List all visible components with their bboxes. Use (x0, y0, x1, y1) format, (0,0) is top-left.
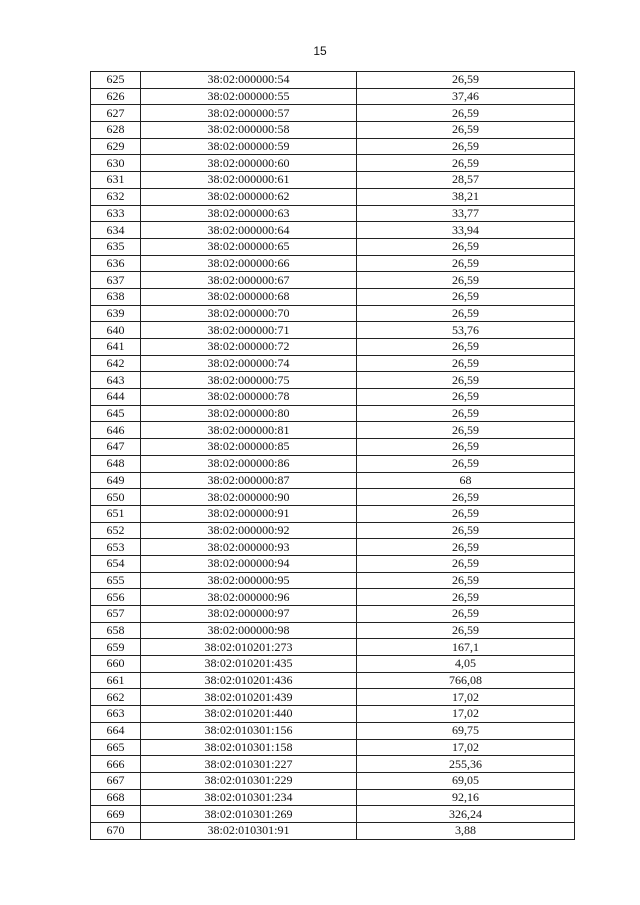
row-number-cell: 649 (91, 472, 141, 489)
value-cell: 26,59 (357, 606, 575, 623)
table-row (91, 322, 575, 339)
cadastral-number-cell: 38:02:010201:436 (141, 672, 357, 689)
row-number-cell: 659 (91, 639, 141, 656)
table-row (91, 656, 575, 673)
table-row (91, 572, 575, 589)
row-number-cell: 651 (91, 505, 141, 522)
table-row (91, 272, 575, 289)
cadastral-number-cell: 38:02:000000:72 (141, 339, 357, 356)
cadastral-number-cell: 38:02:000000:71 (141, 322, 357, 339)
value-cell: 28,57 (357, 172, 575, 189)
table-row (91, 72, 575, 89)
cadastral-number-cell: 38:02:000000:70 (141, 305, 357, 322)
row-number-cell: 670 (91, 822, 141, 839)
table-row (91, 555, 575, 572)
table-row (91, 339, 575, 356)
row-number-cell: 630 (91, 155, 141, 172)
cadastral-number-cell: 38:02:000000:95 (141, 572, 357, 589)
table-row (91, 288, 575, 305)
row-number-cell: 662 (91, 689, 141, 706)
cadastral-number-cell: 38:02:000000:98 (141, 622, 357, 639)
value-cell: 26,59 (357, 505, 575, 522)
value-cell: 26,59 (357, 405, 575, 422)
table-row (91, 789, 575, 806)
value-cell: 26,59 (357, 572, 575, 589)
value-cell: 17,02 (357, 739, 575, 756)
cadastral-number-cell: 38:02:010201:440 (141, 706, 357, 723)
value-cell: 17,02 (357, 706, 575, 723)
table-row (91, 606, 575, 623)
table-row (91, 138, 575, 155)
cadastral-number-cell: 38:02:000000:92 (141, 522, 357, 539)
row-number-cell: 634 (91, 222, 141, 239)
value-cell: 92,16 (357, 789, 575, 806)
value-cell: 3,88 (357, 822, 575, 839)
value-cell: 26,59 (357, 339, 575, 356)
cadastral-number-cell: 38:02:000000:75 (141, 372, 357, 389)
cadastral-number-cell: 38:02:000000:78 (141, 389, 357, 406)
row-number-cell: 658 (91, 622, 141, 639)
value-cell: 4,05 (357, 656, 575, 673)
row-number-cell: 660 (91, 656, 141, 673)
row-number-cell: 636 (91, 255, 141, 272)
row-number-cell: 654 (91, 555, 141, 572)
table-row (91, 172, 575, 189)
table-row (91, 439, 575, 456)
row-number-cell: 628 (91, 122, 141, 139)
value-cell: 37,46 (357, 88, 575, 105)
value-cell: 68 (357, 472, 575, 489)
row-number-cell: 640 (91, 322, 141, 339)
cadastral-number-cell: 38:02:000000:59 (141, 138, 357, 155)
cadastral-number-cell: 38:02:000000:94 (141, 555, 357, 572)
row-number-cell: 648 (91, 455, 141, 472)
table-row (91, 489, 575, 506)
value-cell: 26,59 (357, 622, 575, 639)
row-number-cell: 644 (91, 389, 141, 406)
row-number-cell: 639 (91, 305, 141, 322)
value-cell: 26,59 (357, 122, 575, 139)
value-cell: 26,59 (357, 455, 575, 472)
row-number-cell: 664 (91, 722, 141, 739)
table-row (91, 639, 575, 656)
row-number-cell: 647 (91, 439, 141, 456)
cadastral-number-cell: 38:02:000000:66 (141, 255, 357, 272)
value-cell: 26,59 (357, 422, 575, 439)
table-row (91, 238, 575, 255)
cadastral-number-cell: 38:02:000000:64 (141, 222, 357, 239)
cadastral-number-cell: 38:02:000000:91 (141, 505, 357, 522)
row-number-cell: 643 (91, 372, 141, 389)
value-cell: 17,02 (357, 689, 575, 706)
value-cell: 26,59 (357, 72, 575, 89)
row-number-cell: 655 (91, 572, 141, 589)
value-cell: 26,59 (357, 272, 575, 289)
row-number-cell: 665 (91, 739, 141, 756)
table-row (91, 806, 575, 823)
table-row (91, 522, 575, 539)
row-number-cell: 657 (91, 606, 141, 623)
table-row (91, 355, 575, 372)
table-row (91, 472, 575, 489)
value-cell: 26,59 (357, 138, 575, 155)
row-number-cell: 645 (91, 405, 141, 422)
data-table (90, 71, 575, 840)
table-row (91, 188, 575, 205)
cadastral-number-cell: 38:02:000000:67 (141, 272, 357, 289)
cadastral-number-cell: 38:02:000000:87 (141, 472, 357, 489)
cadastral-number-cell: 38:02:000000:80 (141, 405, 357, 422)
row-number-cell: 641 (91, 339, 141, 356)
table-row (91, 739, 575, 756)
table-body (91, 72, 575, 840)
value-cell: 26,59 (357, 238, 575, 255)
cadastral-number-cell: 38:02:000000:63 (141, 205, 357, 222)
value-cell: 26,59 (357, 539, 575, 556)
row-number-cell: 631 (91, 172, 141, 189)
cadastral-number-cell: 38:02:000000:97 (141, 606, 357, 623)
value-cell: 26,59 (357, 155, 575, 172)
cadastral-number-cell: 38:02:010301:156 (141, 722, 357, 739)
cadastral-number-cell: 38:02:000000:96 (141, 589, 357, 606)
value-cell: 26,59 (357, 589, 575, 606)
cadastral-number-cell: 38:02:010201:439 (141, 689, 357, 706)
cadastral-number-cell: 38:02:000000:61 (141, 172, 357, 189)
cadastral-number-cell: 38:02:000000:54 (141, 72, 357, 89)
table-row (91, 505, 575, 522)
table-row (91, 122, 575, 139)
value-cell: 26,59 (357, 555, 575, 572)
value-cell: 326,24 (357, 806, 575, 823)
row-number-cell: 656 (91, 589, 141, 606)
page-number: 15 (313, 44, 327, 58)
table-row (91, 372, 575, 389)
table-row (91, 822, 575, 839)
cadastral-number-cell: 38:02:000000:86 (141, 455, 357, 472)
table-row (91, 88, 575, 105)
table-row (91, 706, 575, 723)
cadastral-number-cell: 38:02:010301:158 (141, 739, 357, 756)
table-row (91, 722, 575, 739)
row-number-cell: 666 (91, 756, 141, 773)
cadastral-number-cell: 38:02:010301:91 (141, 822, 357, 839)
value-cell: 38,21 (357, 188, 575, 205)
row-number-cell: 663 (91, 706, 141, 723)
cadastral-number-cell: 38:02:000000:58 (141, 122, 357, 139)
row-number-cell: 668 (91, 789, 141, 806)
cadastral-number-cell: 38:02:010301:229 (141, 772, 357, 789)
value-cell: 26,59 (357, 372, 575, 389)
value-cell: 26,59 (357, 305, 575, 322)
value-cell: 33,77 (357, 205, 575, 222)
cadastral-number-cell: 38:02:000000:62 (141, 188, 357, 205)
value-cell: 26,59 (357, 439, 575, 456)
table-row (91, 772, 575, 789)
cadastral-number-cell: 38:02:000000:55 (141, 88, 357, 105)
table-row (91, 455, 575, 472)
row-number-cell: 635 (91, 238, 141, 255)
row-number-cell: 632 (91, 188, 141, 205)
row-number-cell: 637 (91, 272, 141, 289)
row-number-cell: 638 (91, 288, 141, 305)
table-row (91, 305, 575, 322)
table-row (91, 405, 575, 422)
row-number-cell: 650 (91, 489, 141, 506)
row-number-cell: 627 (91, 105, 141, 122)
cadastral-number-cell: 38:02:010301:234 (141, 789, 357, 806)
cadastral-number-cell: 38:02:000000:74 (141, 355, 357, 372)
row-number-cell: 633 (91, 205, 141, 222)
row-number-cell: 642 (91, 355, 141, 372)
table-row (91, 589, 575, 606)
value-cell: 69,05 (357, 772, 575, 789)
cadastral-number-cell: 38:02:000000:68 (141, 288, 357, 305)
cadastral-number-cell: 38:02:010201:273 (141, 639, 357, 656)
value-cell: 26,59 (357, 522, 575, 539)
row-number-cell: 646 (91, 422, 141, 439)
table-row (91, 756, 575, 773)
row-number-cell: 653 (91, 539, 141, 556)
cadastral-number-cell: 38:02:000000:81 (141, 422, 357, 439)
table-row (91, 389, 575, 406)
value-cell: 33,94 (357, 222, 575, 239)
table-row (91, 155, 575, 172)
value-cell: 766,08 (357, 672, 575, 689)
row-number-cell: 652 (91, 522, 141, 539)
cadastral-number-cell: 38:02:010201:435 (141, 656, 357, 673)
cadastral-number-cell: 38:02:010301:269 (141, 806, 357, 823)
value-cell: 26,59 (357, 489, 575, 506)
row-number-cell: 626 (91, 88, 141, 105)
value-cell: 26,59 (357, 255, 575, 272)
value-cell: 26,59 (357, 288, 575, 305)
table-row (91, 689, 575, 706)
cadastral-number-cell: 38:02:000000:90 (141, 489, 357, 506)
cadastral-number-cell: 38:02:000000:60 (141, 155, 357, 172)
value-cell: 53,76 (357, 322, 575, 339)
table-row (91, 672, 575, 689)
cadastral-number-cell: 38:02:000000:57 (141, 105, 357, 122)
row-number-cell: 669 (91, 806, 141, 823)
value-cell: 69,75 (357, 722, 575, 739)
table-row (91, 622, 575, 639)
value-cell: 255,36 (357, 756, 575, 773)
cadastral-number-cell: 38:02:000000:65 (141, 238, 357, 255)
value-cell: 26,59 (357, 355, 575, 372)
row-number-cell: 629 (91, 138, 141, 155)
value-cell: 167,1 (357, 639, 575, 656)
value-cell: 26,59 (357, 389, 575, 406)
table-row (91, 205, 575, 222)
cadastral-number-cell: 38:02:000000:85 (141, 439, 357, 456)
table-row (91, 255, 575, 272)
table-row (91, 222, 575, 239)
row-number-cell: 625 (91, 72, 141, 89)
table-row (91, 422, 575, 439)
value-cell: 26,59 (357, 105, 575, 122)
row-number-cell: 667 (91, 772, 141, 789)
cadastral-number-cell: 38:02:000000:93 (141, 539, 357, 556)
row-number-cell: 661 (91, 672, 141, 689)
table-row (91, 539, 575, 556)
table-row (91, 105, 575, 122)
cadastral-number-cell: 38:02:010301:227 (141, 756, 357, 773)
